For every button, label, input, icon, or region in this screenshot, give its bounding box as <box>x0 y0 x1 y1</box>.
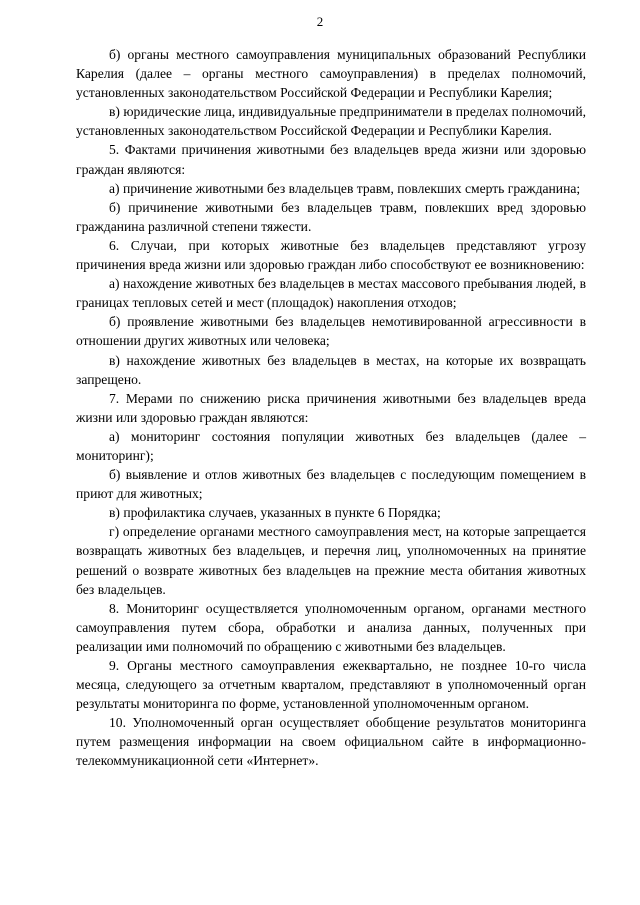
paragraph-5a: а) причинение животными без владельцев травм, повлекших смерть гражданина; <box>109 180 581 196</box>
paragraph-10-publication: 10. Уполномоченный орган осуществляет обобщение результатов мониторинга путем размещения информации на своем официальном сайте в информационно-телекоммуникационной сети «Интернет». <box>76 715 586 769</box>
document-body <box>76 45 586 771</box>
paragraph-9-quarterly-reports: 9. Органы местного самоуправления ежеквартально, не позднее 10-го числа месяца, следующего за отчетным кварталом, представляют в уполномоченный орган результаты мониторинга по форме, установленной уполномоченным органом. <box>76 658 586 712</box>
paragraph-v-legal-entities: в) юридические лица, индивидуальные предприниматели в пределах полномочий, установленных законодательством Российской Федерации и Республики Карелия. <box>76 104 586 139</box>
paragraph-8-monitoring: 8. Мониторинг осуществляется уполномоченным органом, органами местного самоуправления путем сбора, обработки и анализа данных, полученных при реализации ими полномочий по обращению с животными без владельцев. <box>76 600 586 654</box>
paragraph-6a: а) нахождение животных без владельцев в местах массового пребывания людей, в границах тепловых сетей и мест (площадок) накопления отходов; <box>76 276 586 311</box>
paragraph-7-risk-measures: 7. Мерами по снижению риска причинения животными без владельцев вреда жизни или здоровью граждан являются: <box>76 390 586 425</box>
paragraph-6v: в) нахождение животных без владельцев в местах, на которые их возвращать запрещено. <box>76 352 586 387</box>
paragraph-6-threat-cases: 6. Случаи, при которых животные без владельцев представляют угрозу причинения вреда жизни или здоровью граждан либо способствуют ее возникновению: <box>76 237 586 273</box>
paragraph-7v: в) профилактика случаев, указанных в пункте 6 Порядка; <box>109 505 441 521</box>
paragraph-b-local-authorities: б) органы местного самоуправления муниципальных образований Республики Карелия (далее – органы местного самоуправления) в пределах полномочий, установленных законодательством Российской Федерации и Республики Карелия; <box>76 47 586 101</box>
paragraph-5b: б) причинение животными без владельцев травм, повлекших вред здоровью гражданина различной степени тяжести. <box>76 199 586 234</box>
paragraph-6b: б) проявление животными без владельцев немотивированной агрессивности в отношении других животных или человека; <box>76 314 586 349</box>
paragraph-7g: г) определение органами местного самоуправления мест, на которые запрещается возвращать животных без владельцев, и перечня лиц, уполномоченных на принятие решений о возврате животных без владельцев на прежние места обитания животных без владельцев. <box>76 524 586 597</box>
paragraph-5-harm-facts: 5. Фактами причинения животными без владельцев вреда жизни или здоровью граждан являются: <box>76 142 586 177</box>
paragraph-7a: а) мониторинг состояния популяции животных без владельцев (далее – мониторинг); <box>76 428 586 463</box>
page-number: 2 <box>316 14 324 29</box>
paragraph-7b: б) выявление и отлов животных без владельцев с последующим помещением в приют для животных; <box>76 467 586 502</box>
